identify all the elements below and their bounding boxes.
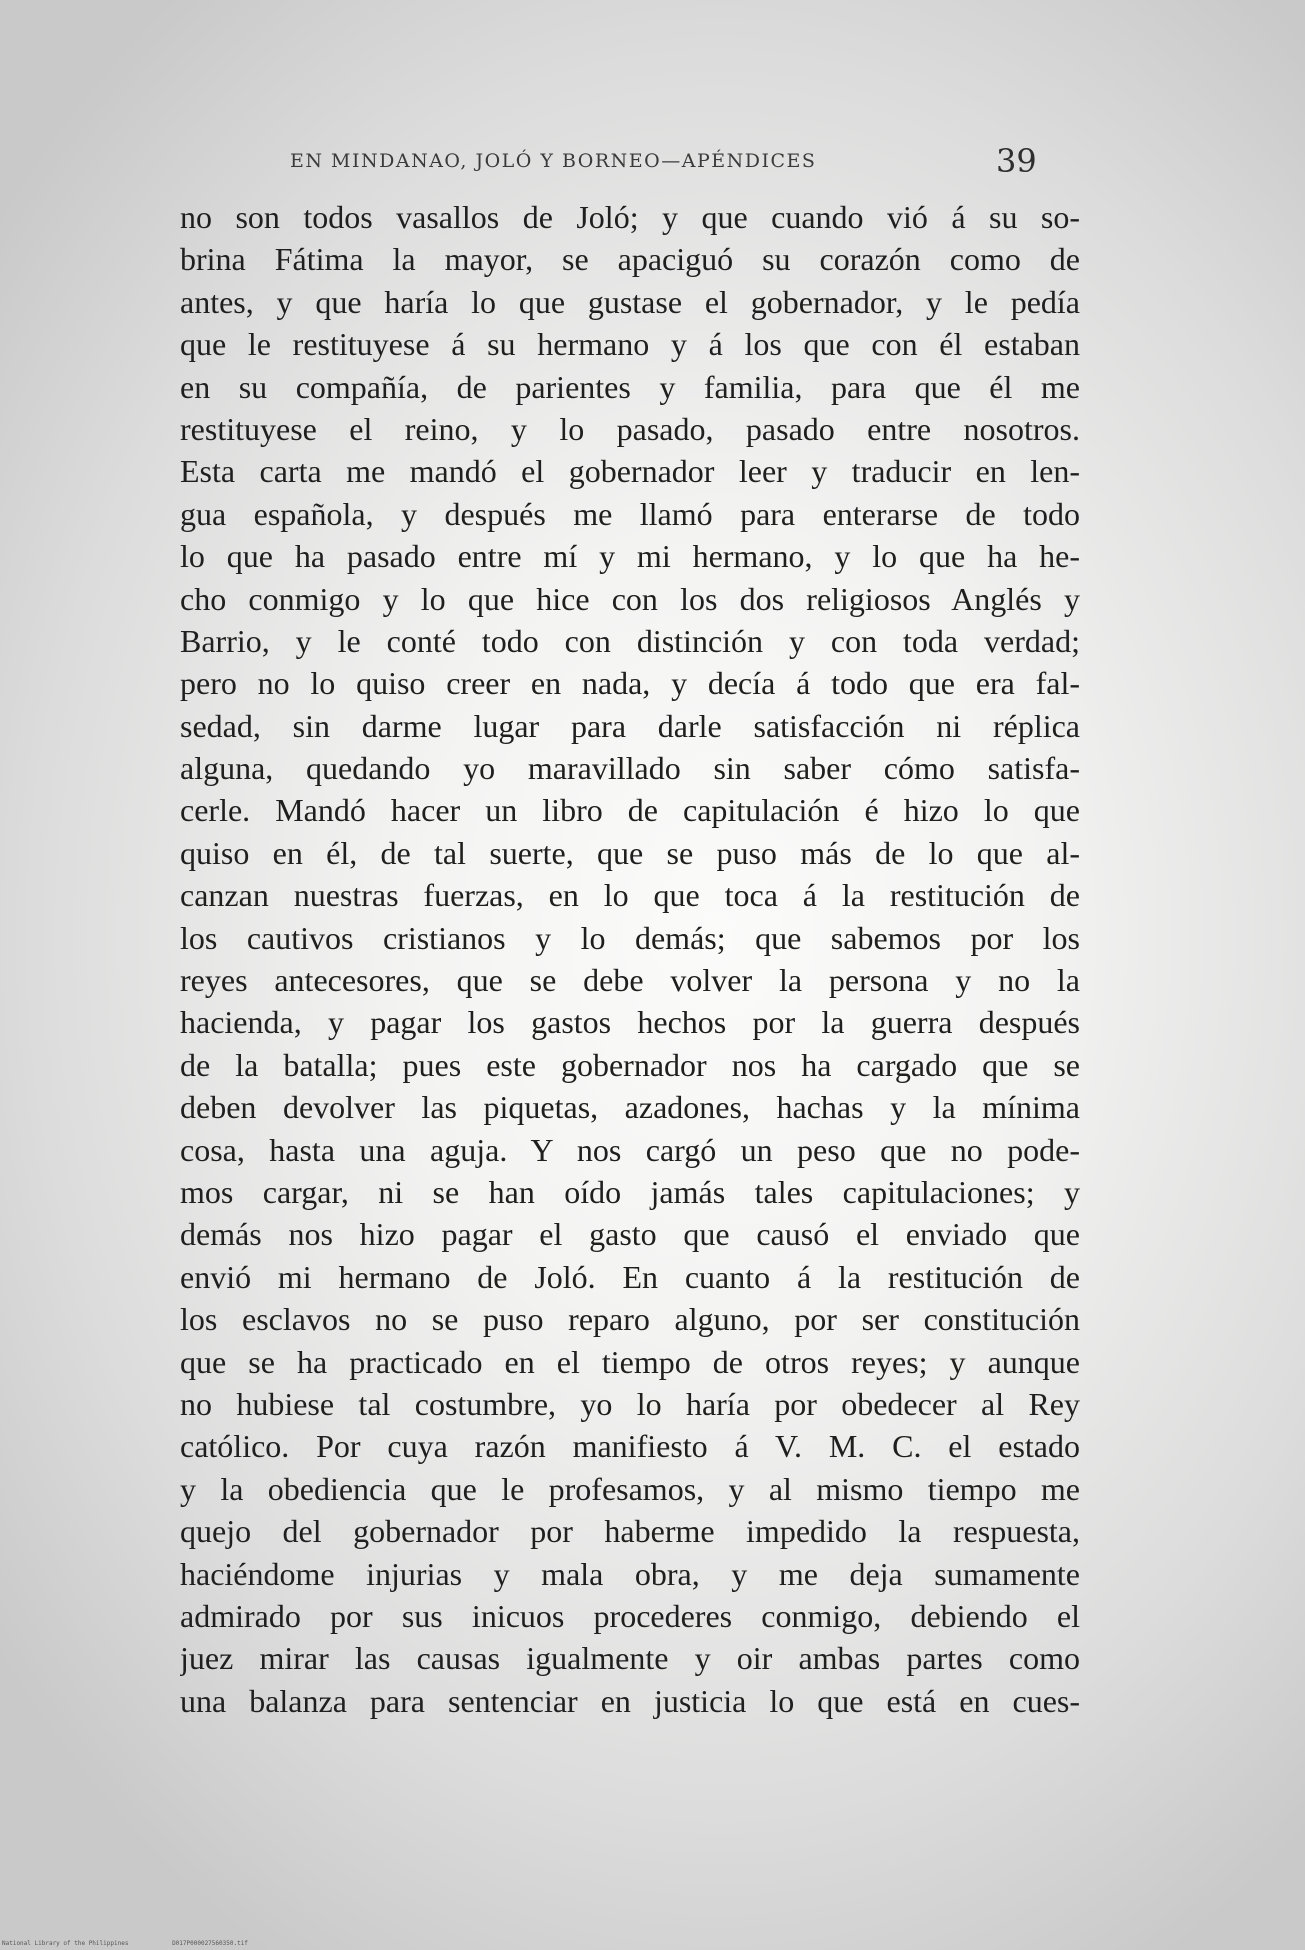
text-line: sedad, sin darme lugar para darle satisfacción ni réplica [180,707,1080,744]
text-line: envió mi hermano de Joló. En cuanto á la restitución de [180,1258,1080,1295]
text-line: canzan nuestras fuerzas, en lo que toca á la restitución de [180,877,1080,914]
text-line: deben devolver las piquetas, azadones, hachas y la mínima [180,1089,1080,1126]
text-line: restituyese el reino, y lo pasado, pasado entre nosotros. [180,410,1080,447]
text-line: gua española, y después me llamó para enterarse de todo [180,495,1080,532]
text-line: mos cargar, ni se han oído jamás tales capitulaciones; y [180,1173,1080,1210]
text-line: una balanza para sentenciar en justicia lo que está en cues- [180,1682,1080,1719]
text-line: hacienda, y pagar los gastos hechos por la guerra después [180,1004,1080,1041]
text-line: en su compañía, de parientes y familia, para que él me [180,368,1080,405]
footer-file-id: D017P000027560350.tif [172,1940,248,1947]
text-line: reyes antecesores, que se debe volver la persona y no la [180,962,1080,999]
scan-footer [2,1940,288,1947]
running-head: EN MINDANAO, JOLÓ Y BORNEO—APÉNDICES [290,150,817,172]
text-line: admirado por sus inicuos procederes conmigo, debiendo el [180,1597,1080,1634]
text-line: lo que ha pasado entre mí y mi hermano, y lo que ha he- [180,538,1080,575]
text-line: que se ha practicado en el tiempo de otros reyes; y aunque [180,1343,1080,1380]
text-line: los cautivos cristianos y lo demás; que sabemos por los [180,919,1080,956]
text-line: quiso en él, de tal suerte, que se puso más de lo que al- [180,834,1080,871]
text-line: no son todos vasallos de Joló; y que cuando vió á su so- [180,199,1080,235]
page-number: 39 [996,142,1037,180]
text-line: cerle. Mandó hacer un libro de capitulación é hizo lo que [180,792,1080,829]
text-line: Esta carta me mandó el gobernador leer y traducir en len- [180,453,1080,490]
text-line: haciéndome injurias y mala obra, y me deja sumamente [180,1555,1080,1592]
text-line: los esclavos no se puso reparo alguno, por ser constitución [180,1301,1080,1338]
text-line: brina Fátima la mayor, se apaciguó su corazón como de [180,241,1080,278]
text-line: demás nos hizo pagar el gasto que causó el enviado que [180,1216,1080,1253]
text-line: cosa, hasta una aguja. Y nos cargó un peso que no pode- [180,1131,1080,1168]
text-line: antes, y que haría lo que gustase el gobernador, y le pedía [180,283,1080,320]
text-line: no hubiese tal costumbre, yo lo haría por obedecer al Rey [180,1385,1080,1422]
text-line: de la batalla; pues este gobernador nos ha cargado que se [180,1046,1080,1083]
body-text [180,196,1080,1722]
text-line: cho conmigo y lo que hice con los dos religiosos Anglés y [180,580,1080,617]
text-line: católico. Por cuya razón manifiesto á V. M. C. el estado [180,1428,1080,1465]
text-line: pero no lo quiso creer en nada, y decía á todo que era fal- [180,665,1080,702]
text-line: quejo del gobernador por haberme impedido la respuesta, [180,1513,1080,1550]
text-line: Barrio, y le conté todo con distinción y con toda verdad; [180,622,1080,659]
text-line: alguna, quedando yo maravillado sin saber cómo satisfa- [180,750,1080,787]
text-line: que le restituyese á su hermano y á los que con él estaban [180,326,1080,363]
footer-library: National Library of the Philippines [2,1940,129,1947]
text-line: y la obediencia que le profesamos, y al mismo tiempo me [180,1470,1080,1507]
text-line: juez mirar las causas igualmente y oir ambas partes como [180,1640,1080,1677]
